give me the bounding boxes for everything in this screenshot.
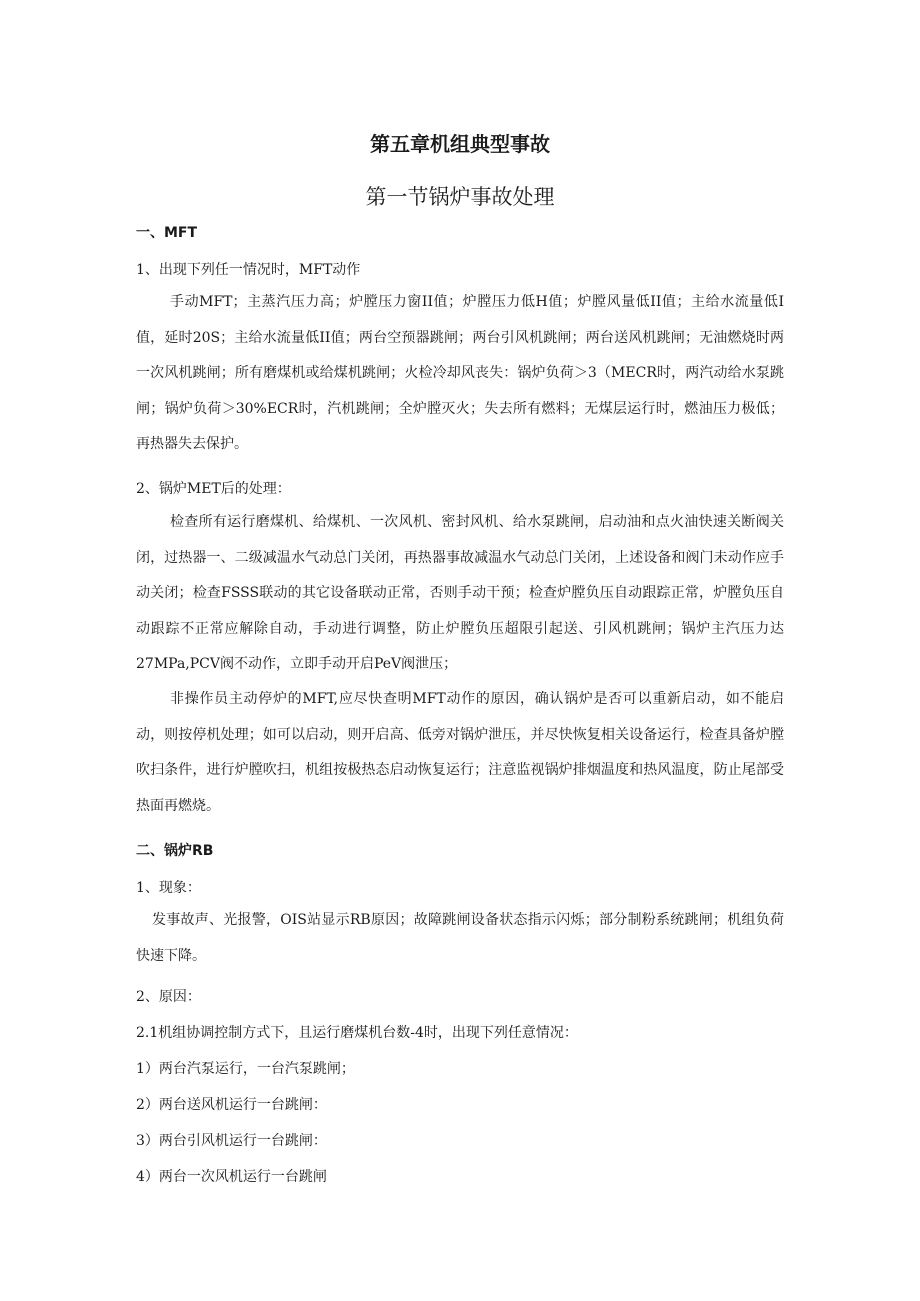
part1-item2-text1: 检查所有运行磨煤机、给煤机、一次风机、密封风机、给水泵跳闸，启动油和点火油快速关断阀关闭，过热器一、二级减温水气动总门关闭，再热器事故减温水气动总门关闭，上述设备和阀门未动作应手动关闭；检查FSSS联动的其它设备联动正常，否则手动干预；检查炉膛负压自动跟踪正常，炉膛负压自动跟踪不正常应解除自动，手动进行调整，防止炉膛负压超限引起送、引风机跳闸；锅炉主汽压力达27MPa,PCV阀不动作，立即手动开启PeV阀泄压； — [136, 514, 784, 672]
list-item: 1）两台汽泵运行，一台汽泵跳闸； — [136, 1061, 355, 1077]
list-item: 2）两台送风机运行一台跳闸： — [136, 1097, 327, 1113]
part2-heading: 二、锅炉RB — [136, 843, 214, 859]
part1-heading: 一、MFT — [136, 225, 198, 241]
part1-item1-heading: 1、出现下列任一情况时，MFT动作 — [136, 262, 361, 278]
part1-item2-text2: 非操作员主动停炉的MFT,应尽快查明MFT动作的原因，确认锅炉是否可以重新启动，如不能启动，则按停机处理；如可以启动，则开启高、低旁对锅炉泄压，并尽快恢复相关设备运行，检查具备炉膛吹扫条件，进行炉膛吹扫，机组按极热态启动恢复运行；注意监视锅炉排烟温度和热风温度，防止尾部受热面再燃烧。 — [136, 691, 784, 814]
part1-item2-heading: 2、锅炉MET后的处理： — [136, 481, 291, 497]
part2-item21: 2.1机组协调控制方式下，且运行磨煤机台数-4时，出现下列任意情况： — [136, 1025, 578, 1041]
part2-item2-heading: 2、原因： — [136, 989, 201, 1005]
part1-item1-text: 手动MFT；主蒸汽压力高；炉膛压力窗II值；炉膛压力低H值；炉膛风量低II值；主给水流量低I值，延时20S；主给水流量低II值；两台空预器跳闸；两台引风机跳闸；两台送风机跳闸；无油燃烧时两一次风机跳闸；所有磨煤机或给煤机跳闸；火检冷却风丧失：锅炉负荷＞3（MECR时，两汽动给水泵跳闸；锅炉负荷＞30%ECR时，汽机跳闸；全炉膛灭火；失去所有燃料；无煤层运行时，燃油压力极低；再热器失去保护。 — [136, 294, 784, 452]
list-item: 3）两台引风机运行一台跳闸： — [136, 1133, 327, 1149]
part2-item1-heading: 1、现象： — [136, 880, 201, 896]
section-title: 第一节锅炉事故处理 — [365, 185, 555, 209]
part2-item1-text: 发事故声、光报警，OIS站显示RB原因；故障跳闸设备状态指示闪烁；部分制粉系统跳闸；机组负荷快速下降。 — [136, 912, 784, 964]
list-item: 4）两台一次风机运行一台跳闸 — [136, 1169, 327, 1185]
chapter-title: 第五章机组典型事故 — [370, 132, 550, 156]
